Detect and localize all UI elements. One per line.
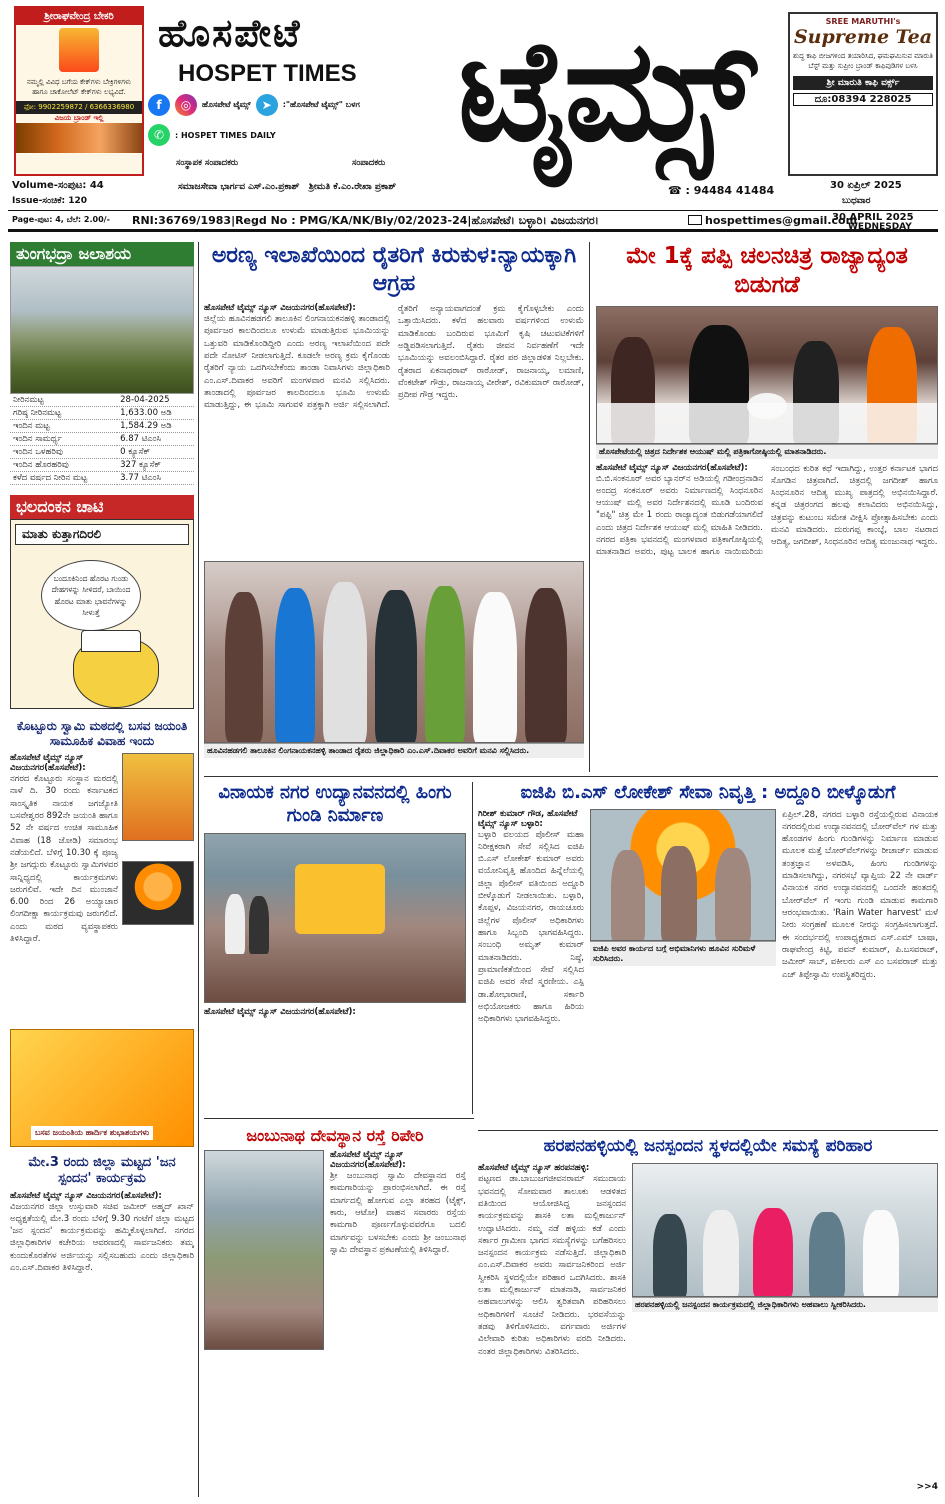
left-column [10,242,194,1341]
dam-row [10,472,194,485]
ips-body: ಬಳ್ಳಾರಿ ವಲಯದ ಪೊಲೀಸ್ ಮಹಾ ನಿರೀಕ್ಷಕರಾಗಿ ಸೇವೆ ಸಲ್ಲಿಸಿದ ಐಜಿಪಿ ಬಿ.ಎಸ್ ಲೋಕೇಶ್ ಕುಮಾರ್ ಅವರು ವಯೋನಿವೃತ್ತಿ ಹೊಂದಿದ ಹಿನ್ನೆಲೆಯಲ್ಲಿ ಜಿಲ್ಲಾ ಪೊಲೀಸ್ ವತಿಯಿಂದ ಅದ್ದೂರಿ ಬೀಳ್ಕೊಡುಗೆ ನೀಡಲಾಯಿತು. ಬಳ್ಳಾರಿ, ಕೊಪ್ಪಳ, ವಿಜಯನಗರ, ರಾಯಚೂರು ಜಿಲ್ಲೆಗಳ ಪೊಲೀಸ್ ಅಧಿಕಾರಿಗಳು ಹಾಗೂ ಸಿಬ್ಬಂದಿ ಭಾಗವಹಿಸಿದ್ದರು. ಸಂಬಂಧಿ ಅಮೃತ್ ಕುಮಾರ್ ಮಾತನಾಡಿದರು. ನಿಷ್ಠೆ, ಪ್ರಾಮಾಣಿಕತೆಯಿಂದ ಸೇವೆ ಸಲ್ಲಿಸಿದ ಐಜಿಪಿ ಅವರ ಸೇವೆ ಸ್ಮರಣೀಯ. ಎಸ್ಪಿ ಡಾ.ಶೋಭಾರಾಣಿ, ಸರ್ಕಾರಿ ಅಭಿಯೋಜಕರು ಹಾಗೂ ಹಿರಿಯ ಅಧಿಕಾರಿಗಳು ಭಾಗವಹಿಸಿದ್ದರು. [478,829,584,1025]
ips-photo [590,809,776,941]
dam-row-value: 28-04-2025 [117,394,194,407]
brand-english: HOSPET TIMES [178,60,357,87]
puppy-caption: ಹೊಸಪೇಟೆಯಲ್ಲಿ ಚಿತ್ರದ ನಿರ್ದೇಶಕ ಆಯುಷ್ ಮಲ್ಲಿ ಪತ್ರಿಕಾಗೋಷ್ಠಿಯಲ್ಲಿ ಮಾತನಾಡಿದರು. [596,444,938,459]
dam-row [10,446,194,459]
ips-byline: ಗಿರೀಶ್ ಕುಮಾರ್ ಗೌಡ, ಹೊಸಪೇಟೆ ಟೈಮ್ಸ್ ನ್ಯೂಸ್ ಬಳ್ಳಾರಿ: [478,808,578,829]
issue-number: Issue-ಸಂಚಿಕೆ: 120 [12,196,88,206]
tea-ad-phone: ದೂ:08394 228025 [793,93,933,106]
ips-hinge-body: ಏಪ್ರಿಲ್.28, ನಗರದ ಬಳ್ಳಾರಿ ರಸ್ತೆಯಲ್ಲಿರುವ ವಿನಾಯಕ ನಗರದಲ್ಲಿರುವ ಉದ್ಯಾನವನದಲ್ಲಿ ಬೋರ್‌ವೆಲ್ ಗಳ ಮತ್ತು ಹೊಂಡಗಳ ಹಿಂಗು ಗುಂಡಿಗಳನ್ನು ನಿರ್ಮಾಣ ಮಾಡುವ ಮೂಲಕ ಮತ್ತೆ ಬೋರ್‌ವೆಲ್‌ಗಳನ್ನು ರೀಚಾರ್ಜ್ ಮಾಡುವ ತಂತ್ರಜ್ಞಾನ ಅಳವಡಿಸಿ, ಹಿಂಗು ಗುಂಡಿಗಳನ್ನು ಮಾಡಿಸಲಾಗಿದ್ದು, ನಗರಸಭೆ ವ್ಯಾಪ್ತಿಯ 22 ನೇ ವಾರ್ಡ್ ವಿನಾಯಕ ನಗರ ಉದ್ಯಾನವನದಲ್ಲಿ ಒಂದನೇ ಹಂತದಲ್ಲಿ ಬೋರ್‌ವೆಲ್ ಗೆ ಇಂಗು ಗುಂಡಿ ಮಾಡುವ ಕಾಮಗಾರಿ ಆರಂಭವಾಯಿತು. 'Rain Water harvest' ಮಳೆ ನೀರು ಸಂಗ್ರಹಣೆ ಮೂಲಕ ನೀರನ್ನು ಸಂಗ್ರಹಿಸಲಾಗುತ್ತದೆ. ಈ ಸಂದರ್ಭದಲ್ಲಿ ಉಪಾಧ್ಯಕ್ಷರಾದ ಎಸ್.ಎಮ್ ಬಾಷಾ, ರಾಘವೇಂದ್ರ ಕಿಟ್ಟಿ, ಪವನ್ ಕುಮಾರ್, ಪಿ.ಬಸವರಾಜ್, ಜಮೀರ್ ಸಾಬ್, ವಕೀಲರು ಎಸ್ ಎಂ ಬಸವರಾಜ್ ಮತ್ತು ಎಚ್ ತಿಪ್ಪೇಸ್ವಾಮಿ ಉಪಸ್ಥಿತರಿದ್ದರು. [782,809,938,980]
whatsapp-icon[interactable]: ✆ [148,124,170,146]
bakery-ad [14,6,144,176]
ips-body-continued [782,809,938,1119]
row-rule [204,1118,474,1119]
column-rule [198,242,199,1497]
dam-title: ತುಂಗಭದ್ರಾ ಜಲಾಶಯ [10,242,194,266]
hinge-byline: ಹೊಸಪೇಟೆ ಟೈಮ್ಸ್ ನ್ಯೂಸ್ ವಿಜಯನಗರ(ಹೊಸಪೇಟೆ): [204,1007,356,1017]
forest-body: ಜಿಲ್ಲೆಯ ಹೂವಿನಹಡಗಲಿ ತಾಲೂಕಿನ ಲಿಂಗನಾಯಕನಹಳ್ಳಿ ತಾಂಡಾದಲ್ಲಿ ಪೂರ್ವಜರ ಕಾಲದಿಂದಲೂ ಉಳುಮೆ ಮಾಡುತ್ತಿರುವ ಭೂಮಿಯನ್ನು ಒತ್ತುವರಿ ಮಾಡಿಕೊಂಡಿದ್ದೀರಿ ಎಂದು ಅರಣ್ಯ ಇಲಾಖೆಯಿಂದ ಪದೇ ಪದೇ ನೋಟಿಸ್ ನೀಡಲಾಗುತ್ತಿದೆ. ಕೂಡಲೇ ಅರಣ್ಯ ಕ್ರಮ ಕೈಗೊಂಡು ರೈತರಿಗೆ ನ್ಯಾಯ ಒದಗಿಸಬೇಕೆಂದು ತಾಂಡಾ ನಿವಾಸಿಗಳು ಜಿಲ್ಲಾಧಿಕಾರಿ ಎಂ.ಎಸ್.ದಿವಾಕರ ಅವರಿಗೆ ಮಂಗಳವಾರ ಮನವಿ ಸಲ್ಲಿಸಿದರು. ತಾಂಡಾದಲ್ಲಿ ಪೂರ್ವಜರ ಕಾಲದಿಂದಲೂ ಭೂಮಿ ಉಳುಮೆ ಮಾಡುತ್ತಿದ್ದು, ಈ ಭೂಮಿ ಸಾಗುವಳಿ ಪತ್ರಕ್ಕಾಗಿ ಅರ್ಜಿ ಸಲ್ಲಿಸಲಾಗಿದೆ. ರೈತರಿಗೆ ಅನ್ಯಾಯವಾಗದಂತೆ ಕ್ರಮ ಕೈಗೊಳ್ಳಬೇಕು ಎಂದು ಒತ್ತಾಯಿಸಿದರು. ಕಳೆದ ಹಲವಾರು ವರ್ಷಗಳಿಂದ ಉಳುಮೆ ಮಾಡಿಕೊಂಡು ಬಂದಿರುವ ಭೂಮಿಗೆ ಕೃಷಿ ಚಟುವಟಿಕೆಗಳಿಗೆ ಅಡ್ಡಿಪಡಿಸಲಾಗುತ್ತಿದೆ. ರೈತರು ಜೀವನ ನಿರ್ವಹಣೆಗೆ ಇದೇ ಭೂಮಿಯನ್ನು ಅವಲಂಬಿಸಿದ್ದಾರೆ. ರೈತರ ಪರ ಜಿಲ್ಲಾಡಳಿತ ನಿಲ್ಲಬೇಕು. ರೈತರಾದ ಏಕನಾಥರಾವ್ ರಾಠೋಡ್, ರಾಜನಾಯ್ಕ, ಲಮಾಣಿ, ವೆಂಕಟೇಶ್ ಗೌಡ್ರು, ರಾಜನಾಯ್ಕ ವೀರೇಶ್, ರವಿಕುಮಾರ್ ರಾಠೋಡ್, ಪ್ರದೀಪ ಗೌಡ್ರ ಇದ್ದರು. [204,304,584,411]
brand-kannada: ಹೊಸಪೇಟೆ [158,10,302,55]
harapanahalli-byline: ಹೊಸಪೇಟೆ ಟೈಮ್ಸ್ ನ್ಯೂಸ್ ಹರಪನಹಳ್ಳಿ: [478,1163,590,1174]
dam-row-value: 1,584.29 ಅಡಿ [117,420,194,433]
puppy-story [596,242,938,685]
telegram-label: :"ಹೊಸಪೇಟೆ ಟೈಮ್ಸ್" ಬಳಗ [282,100,360,109]
dam-row-label: ಕಳೆದ ವರ್ಷದ ನೀರಿನ ಮಟ್ಟ [10,472,117,485]
cartoon-title: ಭಲದಂಕನ ಚಾಟಿ [10,495,194,519]
dam-row-value: 6.87 ಟಿಎಂಸಿ [117,433,194,446]
harapanahalli-photo [632,1163,938,1297]
excavator [295,864,385,934]
tea-ad-top: SREE MARUTHI's [825,17,901,26]
dam-row-value: 0 ಕ್ಯೂಸೆಕ್ [117,446,194,459]
cartoon-hat [81,630,141,652]
tea-ad-shop: ಶ್ರೀ ಮಾರುತಿ ಕಾಫಿ ವರ್ಕ್ಸ್ [793,76,933,90]
bakery-ad-tag: ವಿಜಯ ಬ್ರಾಂಡ್ ಇಲ್ಲಿ [54,113,104,122]
ips-story [478,782,938,1119]
dam-row-label: ಗರಿಷ್ಠ ನೀರಿನಮಟ್ಟ [10,407,117,420]
dam-photo [10,266,194,394]
puppy-body: ಬಿ.ಬಿ.ಸಂಕನೂರ್ ಅವರ ಬ್ಯಾನರ್‌ನ ಅಡಿಯಲ್ಲಿ ಗಡೀಂದ್ರನಾಡಿನ ಅಂದದ್ರ ಸಂಕನೂರ್ ಅವರು ನಿರ್ಮಾಣದಲ್ಲಿ ಸಿಂಧನೂರಿನ ಆಯುಷ್ ಮಲ್ಲಿ ಅವರ ನಿರ್ದೇಶನದಲ್ಲಿ ಮೂಡಿ ಬಂದಿರುವ "ಪಪ್ಪಿ" ಚಿತ್ರ ಮೇ 1 ರಂದು ರಾಜ್ಯಾದ್ಯಂತ ಬಿಡುಗಡೆಯಾಗಲಿದೆ ಎಂದು ಚಿತ್ರದ ನಿರ್ದೇಶಕ ಆಯುಷ್ ಮಲ್ಲಿ ಮಾಹಿತಿ ನೀಡಿದರು. ನಗರದ ಪತ್ರಿಕಾ ಭವನದಲ್ಲಿ ಮಂಗಳವಾರ ಪತ್ರಿಕಾಗೋಷ್ಠಿಯಲ್ಲಿ ಮಾತನಾಡಿದ ಅವರು, ಪುಟ್ಟ ಬಾಲಕ ಹಾಗೂ ನಾಯಿಮರಿಯ ಸಂಬಂಧದ ಕುರಿತ ಕಥೆ ಇದಾಗಿದ್ದು, ಉತ್ತರ ಕರ್ನಾಟಕ ಭಾಗದ ಸೊಗಡಿನ ಚಿತ್ರವಾಗಿದೆ. ಚಿತ್ರದಲ್ಲಿ ಜಗದೀಶ್ ಹಾಗೂ ಸಿಂಧನೂರಿನ ಆದಿತ್ಯ ಮುಖ್ಯ ಪಾತ್ರದಲ್ಲಿ ಅಭಿನಯಿಸಿದ್ದಾರೆ. ಕನ್ನಡ ಚಿತ್ರರಂಗದ ಹಲವು ಕಲಾವಿದರು ಅಭಿನಯಿಸಿದ್ದು, ಚಿತ್ರವನ್ನು ಕುಟುಂಬ ಸಮೇತ ವೀಕ್ಷಿಸಿ ಪ್ರೋತ್ಸಾಹಿಸಬೇಕು ಎಂದು ಮನವಿ ಮಾಡಿದರು. ದುರುಗಪ್ಪ ಕಾಂಬ್ಳೆ, ಬಾಲ ನಟರಾದ ಆದಿತ್ಯ, ಜಗದೀಶ್, ಸಿಂಧನೂರಿನ ಆದಿತ್ಯ ಮಂಜುನಾಥ ಇದ್ದರು. [596,463,938,558]
social-links [148,94,448,154]
puppy-byline: ಹೊಸಪೇಟೆ ಟೈಮ್ಸ್ ನ್ಯೂಸ್ ವಿಜಯನಗರ(ಹೊಸಪೇಟೆ): [596,462,748,473]
instagram-icon[interactable]: ◎ [175,94,197,116]
dam-row-value: 1,633.00 ಅಡಿ [117,407,194,420]
forest-headline: ಅರಣ್ಯ ಇಲಾಖೆಯಿಂದ ರೈತರಿಗೆ ಕಿರುಕುಳ:ನ್ಯಾಯಕ್ಕಾಗಿ ಆಗ್ರಹ [211,243,577,296]
janaspandana-body: ವಿಜಯನಗರ ಜಿಲ್ಲಾ ಉಸ್ತುವಾರಿ ಸಚಿವ ಜಮೀರ್ ಅಹ್ಮದ್ ಖಾನ್ ಅಧ್ಯಕ್ಷತೆಯಲ್ಲಿ ಮೇ.3 ರಂದು ಬೆಳಿಗ್ಗೆ 9.30 ಗಂಟೆಗೆ ಜಿಲ್ಲಾ ಮಟ್ಟದ 'ಜನ ಸ್ಪಂದನ' ಕಾರ್ಯಕ್ರಮವನ್ನು ಹಮ್ಮಿಕೊಳ್ಳಲಾಗಿದೆ. ನಗರದ ಜಿಲ್ಲಾಧಿಕಾರಿಗಳ ಕಚೇರಿಯ ಆವರಣದಲ್ಲಿ ಸಾರ್ವಜನಿಕರು ತಮ್ಮ ಕುಂದುಕೊರತೆಗಳ ಅರ್ಜಿಯನ್ನು ಸಲ್ಲಿಸಬಹುದು ಎಂದು ಜಿಲ್ಲಾಧಿಕಾರಿ ಎಂ.ಎಸ್.ದಿವಾಕರ ತಿಳಿಸಿದ್ದಾರೆ. [10,1201,194,1274]
day-kannada: ಬುಧವಾರ [842,196,871,206]
swamy-photo [122,861,194,925]
basava-jayanti-ad [10,1029,194,1147]
jambunatha-headline: ಜಂಬುನಾಥ ದೇವಸ್ಥಾನ ರಸ್ತೆ ರಿಪೇರಿ [246,1126,424,1145]
ips-caption: ಐಜಿಪಿ ಅವರ ಕಾರ್ಯದ ಬಗ್ಗೆ ಅಭಿಮಾನಿಗಳು ಹೂವಿನ ಸುರಿಮಳೆ ಸುರಿಸಿದರು. [590,941,776,966]
harapanahalli-caption: ಹರಪನಹಳ್ಳಿಯಲ್ಲಿ ಜನಸ್ಪಂದನ ಕಾರ್ಯಕ್ರಮದಲ್ಲಿ ಜಿಲ್ಲಾಧಿಕಾರಿಗಳು ಅಹವಾಲು ಸ್ವೀಕರಿಸಿದರು. [632,1297,938,1312]
basava-jayanti-ad-tagline: ಬಸವ ಜಯಂತಿಯ ಹಾರ್ದಿಕ ಶುಭಾಶಯಗಳು [31,1126,153,1140]
dam-row [10,407,194,420]
dam-table [10,394,194,485]
tea-ad-body: ಶುದ್ಧ ಕಾಫಿ ಬೀಜಗಳಿಂದ ತಯಾರಿಸಿದ, ಘಮಘಮಿಸುವ ಮಾರುತಿ ಬೆಸ್ಟ್ ಮತ್ತು ಸುಪ್ರೀಂ ಬ್ರಾಂಡ್ ಕಾಫಿಪುಡಿಗಳ ಬಳಸಿ [793,52,933,70]
jambunatha-story [204,1126,466,1350]
dam-row-label: ಇಂದಿನ ಒಳಹರಿವು [10,446,117,459]
harapanahalli-story [478,1136,938,1492]
jambunatha-photo [204,1150,324,1350]
jambunatha-body: ಶ್ರೀ ಜಂಬುನಾಥ ಸ್ವಾಮಿ ದೇವಸ್ಥಾನದ ರಸ್ತೆ ಕಾಮಗಾರಿಯನ್ನು ಪ್ರಾರಂಭಿಸಲಾಗಿದೆ. ಈ ರಸ್ತೆ ಮಾರ್ಗದಲ್ಲಿ ಹೋಗುವ ಎಲ್ಲಾ ತರಹದ (ಟೈಕ್ಸ್, ಕಾರು, ಆಟೋ) ವಾಹನ ಸವಾರರು ರಸ್ತೆಯ ಕಾಮಗಾರಿ ಪೂರ್ಣಗೊಳ್ಳುವವರೆಗೂ ಬದಲಿ ಮಾರ್ಗವನ್ನು ಬಳಸಬೇಕು ಎಂದು ಶ್ರೀ ಜಂಬುನಾಥ ಸ್ವಾಮಿ ದೇವಸ್ಥಾನ ಪ್ರಕಟಣೆಯಲ್ಲಿ ತಿಳಿಸಿದ್ದಾರೆ. [330,1171,466,1255]
tea-ad-brand: Supreme Tea [793,26,933,48]
dam-row-label: ಇಂದಿನ ಹೊರಹರಿವು [10,459,117,472]
cartoon-bubble: ಬಂದೂಕಿನಿಂದ ಹೊರಟ ಗುಂಡು ದೇಹಗಳನ್ನು ಸೀಳಿದರೆ, ಬಾಯಿಂದ ಹೊರಟ ಮಾತು ಭಾವನೆಗಳನ್ನು ಸೀಳುತ್ತೆ [41,560,141,631]
janaspandana-headline: ಮೇ.3 ರಂದು ಜಿಲ್ಲಾ ಮಟ್ಟದ 'ಜನ ಸ್ಪಂದನ' ಕಾರ್ಯಕ್ರಮ [28,1155,176,1187]
dam-row [10,394,194,407]
dam-row [10,433,194,446]
swamy-headline: ಕೊಟ್ಟೂರು ಸ್ವಾಮಿ ಮಠದಲ್ಲಿ ಬಸವ ಜಯಂತಿ ಸಾಮೂಹಿಕ ವಿವಾಹ ಇಂದು [16,719,188,748]
hinge-headline: ವಿನಾಯಕ ನಗರ ಉದ್ಯಾನವನದಲ್ಲಿ ಹಿಂಗು ಗುಂಡಿ ನಿರ್ಮಾಣ [218,782,452,826]
jambunatha-byline: ಹೊಸಪೇಟೆ ಟೈಮ್ಸ್ ನ್ಯೂಸ್ ವಿಜಯನಗರ(ಹೊಸಪೇಟೆ): [330,1150,406,1170]
dam-row-label: ಇಂದಿನ ಸಾಮರ್ಥ್ಯ [10,433,117,446]
registration-strip [8,210,938,232]
mail-icon [688,215,702,225]
dam-row-value: 3.77 ಟಿಎಂಸಿ [117,472,194,485]
dam-row-label: ನೀರಿನಮಟ್ಟ [10,394,117,407]
row-rule [204,776,938,777]
rni-number: RNI:36769/1983|Regd No : PMG/KA/NK/Bly/02/2023-24|ಹೊಸಪೇಟೆ। ಬಳ್ಳಾರಿ। ವಿಜಯನಗರ। [132,214,599,227]
dam-row-value: 327 ಕ್ಯೂಸೆಕ್ [117,459,194,472]
big-logo: ಟೈಮ್ಸ್ [458,9,750,173]
forest-byline: ಹೊಸಪೇಟೆ ಟೈಮ್ಸ್ ನ್ಯೂಸ್ ವಿಜಯನಗರ(ಹೊಸಪೇಟೆ): [204,303,356,313]
swamy-portrait-photo [122,753,194,841]
forest-story [204,242,584,758]
row-rule [478,1130,938,1131]
continued-link[interactable]: >>4 [916,1482,938,1493]
swamy-byline: ಹೊಸಪೇಟೆ ಟೈಮ್ಸ್ ನ್ಯೂಸ್ ವಿಜಯನಗರ(ಹೊಸಪೇಟೆ): [10,753,86,773]
dam-row-label: ಇಂದಿನ ಮಟ್ಟ [10,420,117,433]
bakery-ad-photo [59,28,99,72]
harapanahalli-headline: ಹರಪನಹಳ್ಳಿಯಲ್ಲಿ ಜನಸ್ಪಂದನ ಸ್ಥಳದಲ್ಲಿಯೇ ಸಮಸ್ಯೆ ಪರಿಹಾರ [543,1136,873,1156]
column-rule [472,782,473,1114]
facebook-icon[interactable]: f [148,94,170,116]
forest-photo [204,561,584,743]
telegram-icon[interactable]: ➤ [256,94,278,116]
bakery-ad-contact: ಫೋ: 9902259872 / 6366336980 [16,101,142,114]
phone-number: ☎ : 94484 41484 [668,184,775,197]
date-english: 30 APRIL 2025 [832,212,914,223]
date-kannada: 30 ಏಪ್ರಿಲ್ 2025 [830,180,902,191]
cartoon-caption: ಮಾತು ಕುತ್ತಾಗದಿರಲಿ [15,524,189,545]
founder-names [178,182,396,192]
tea-ad [788,12,938,176]
editor-name: ಶ್ರೀಮತಿ ಕೆ.ಎಂ.ರೇಖಾ ಪ್ರಕಾಶ್ [308,182,397,192]
dam-row [10,420,194,433]
janaspandana-byline: ಹೊಸಪೇಟೆ ಟೈಮ್ಸ್ ನ್ಯೂಸ್ ವಿಜಯನಗರ(ಹೊಸಪೇಟೆ): [10,1190,162,1201]
dam-row [10,459,194,472]
hinge-photo [204,833,466,1003]
cartoon [10,519,194,709]
founder-name: ಸಮಾಜಸೇವಾ ಭಾರ್ಗವ ಎಸ್.ಎಂ.ಪ್ರಕಾಶ್ [178,182,300,192]
bakery-ad-food-image [16,123,142,153]
whatsapp-label: : HOSPET TIMES DAILY [175,130,276,140]
masthead [8,6,938,176]
bakery-ad-heading: ಶ್ರೀರಾಘವೇಂದ್ರ ಬೇಕರಿ [16,8,142,25]
harapanahalli-body: ಪಟ್ಟಣದ ಡಾ.ಬಾಬುಜಗಜೀವನರಾಮ್ ಸಮುದಾಯ ಭವನದಲ್ಲಿ ಸೋಮವಾರ ತಾಲೂಕು ಆಡಳಿತದ ವತಿಯಿಂದ ಆಯೋಜಿಸಿದ್ದ ಜನಸ್ಪಂದನ ಕಾರ್ಯಕ್ರಮವನ್ನು ಶಾಸಕಿ ಲತಾ ಮಲ್ಲಿಕಾರ್ಜುನ್ ಉದ್ಘಾಟಿಸಿದರು. ನಮ್ಮ ನಡೆ ಹಳ್ಳಿಯ ಕಡೆ ಎಂದು ಸರ್ಕಾರ ಗ್ರಾಮೀಣ ಭಾಗದ ಸಮಸ್ಯೆಗಳನ್ನು ಬಗೆಹರಿಸಲು ಜನಸ್ಪಂದನ ಕಾರ್ಯಕ್ರಮ ನಡೆಸುತ್ತಿದೆ. ಜಿಲ್ಲಾಧಿಕಾರಿ ಎಂ.ಎಸ್.ದಿವಾಕರ ಅವರು ಸಾರ್ವಜನಿಕರಿಂದ ಅರ್ಜಿ ಸ್ವೀಕರಿಸಿ ಸ್ಥಳದಲ್ಲಿಯೇ ಪರಿಹಾರ ಒದಗಿಸಿದರು. ಶಾಸಕಿ ಲತಾ ಮಲ್ಲಿಕಾರ್ಜುನ್ ಮಾತನಾಡಿ, ಸಾರ್ವಜನಿಕರ ಅಹವಾಲುಗಳನ್ನು ಆಲಿಸಿ ತ್ವರಿತವಾಗಿ ಪರಿಹರಿಸಲು ಅಧಿಕಾರಿಗಳಿಗೆ ಸೂಚನೆ ನೀಡಿದರು. ಭರವಸೆಯನ್ನು ತಡವು ತಿಳಿಗೊಳಿಸಿದರು. ವರ್ಗವಾರು ಅರ್ಜಿಗಳ ವಿಲೇವಾರಿ ಕುರಿತು ಅಧಿಕಾರಿಗಳು ವರದಿ ನೀಡಿದರು. ನಂತರ ಜಿಲ್ಲಾಧಿಕಾರಿಗಳು ವಿತರಿಸಿದರು. [478,1174,626,1357]
hinge-story [204,782,466,1017]
volume: Volume-ಸಂಪುಟ: 44 [12,180,104,191]
puppy-headline: ಮೇ 1ಕ್ಕೆ ಪಪ್ಪಿ ಚಲನಚಿತ್ರ ರಾಜ್ಯಾದ್ಯಂತ ಬಿಡುಗಡೆ [626,243,908,298]
bakery-ad-body: ನಮ್ಮಲ್ಲಿ ವಿವಿಧ ಬಗೆಯ ಕೇಕ್‌ಗಳು ಬೇಕ್ರಿಗಳಿಗಳು ಹಾಗೂ ಚಾಕೋಲೆಟ್ ಕೇಕ್‌ಗಳು ಲಭ್ಯವಿದೆ. [26,78,132,96]
swamy-body: ನಗರದ ಕೊಟ್ಟೂರು ಸಂಸ್ಥಾನ ಮಠದಲ್ಲಿ ನಾಳೆ ದಿ. 30 ರಂದು ಕರ್ನಾಟಕದ ಸಾಂಸ್ಕೃತಿಕ ನಾಯಕ ಜಗಜ್ಯೋತಿ ಬಸವೇಶ್ವರರ 892ನೇ ಜಯಂತಿ ಹಾಗೂ 52 ನೇ ವರ್ಷದ ಉಚಿತ ಸಾಮೂಹಿಕ ವಿವಾಹ (18 ಜೋಡಿ) ಸಮಾರಂಭ ನಡೆಯಲಿದೆ. ಬೆಳಿಗ್ಗೆ 10.30 ಕ್ಕೆ ಪೂಜ್ಯ ಶ್ರೀ ಜಗದ್ಗುರು ಕೊಟ್ಟೂರು ಸ್ವಾಮಿಗಳವರ ಸಾನ್ನಿಧ್ಯದಲ್ಲಿ ಕಾರ್ಯಕ್ರಮಗಳು ಜರುಗಲಿವೆ. ಇದೇ ದಿನ ಮುಂಜಾನೆ 6.00 ರಿಂದ 26 ಅಯ್ಯಾಚಾರ ಲಿಂಗದೀಕ್ಷಾ ಕಾರ್ಯಕ್ರಮವು ಜರುಗಲಿದೆ. ಎಂದು ಮಠದ ವ್ಯವಸ್ಥಾಪಕರು ತಿಳಿಸಿದ್ದಾರೆ. [10,774,118,945]
info-strip [8,180,938,198]
puppy-photo [596,306,938,444]
editors [176,158,476,168]
ips-headline: ಐಜಿಪಿ ಬಿ.ಎಸ್ ಲೋಕೇಶ್ ಸೇವಾ ನಿವೃತ್ತಿ : ಅದ್ದೂರಿ ಬೀಳ್ಕೊಡುಗೆ [520,782,896,803]
page-price: Page-ಪುಟ: 4, ಬೆಲೆ: 2.00/- [12,215,110,224]
column-rule [589,242,590,772]
facebook-label: ಹೊಸಪೇಟೆ ಟೈಮ್ಸ್ [202,100,251,109]
editor-label: ಸಂಪಾದಕರು [352,158,386,168]
email-text: hospettimes@gmail.com [705,214,858,227]
founder-label: ಸಂಸ್ಥಾಪಕ ಸಂಪಾದಕರು [176,158,239,168]
day-english: WEDNESDAY [848,222,912,232]
forest-caption: ಹೂವಿನಹಡಗಲಿ ತಾಲೂಕಿನ ಲಿಂಗನಾಯಕನಹಳ್ಳಿ ತಾಂಡಾದ ರೈತರು ಜಿಲ್ಲಾಧಿಕಾರಿ ಎಂ.ಎಸ್.ದಿವಾಕರ ಅವರಿಗೆ ಮನವಿ ಸಲ್ಲಿಸಿದರು. [204,743,584,758]
